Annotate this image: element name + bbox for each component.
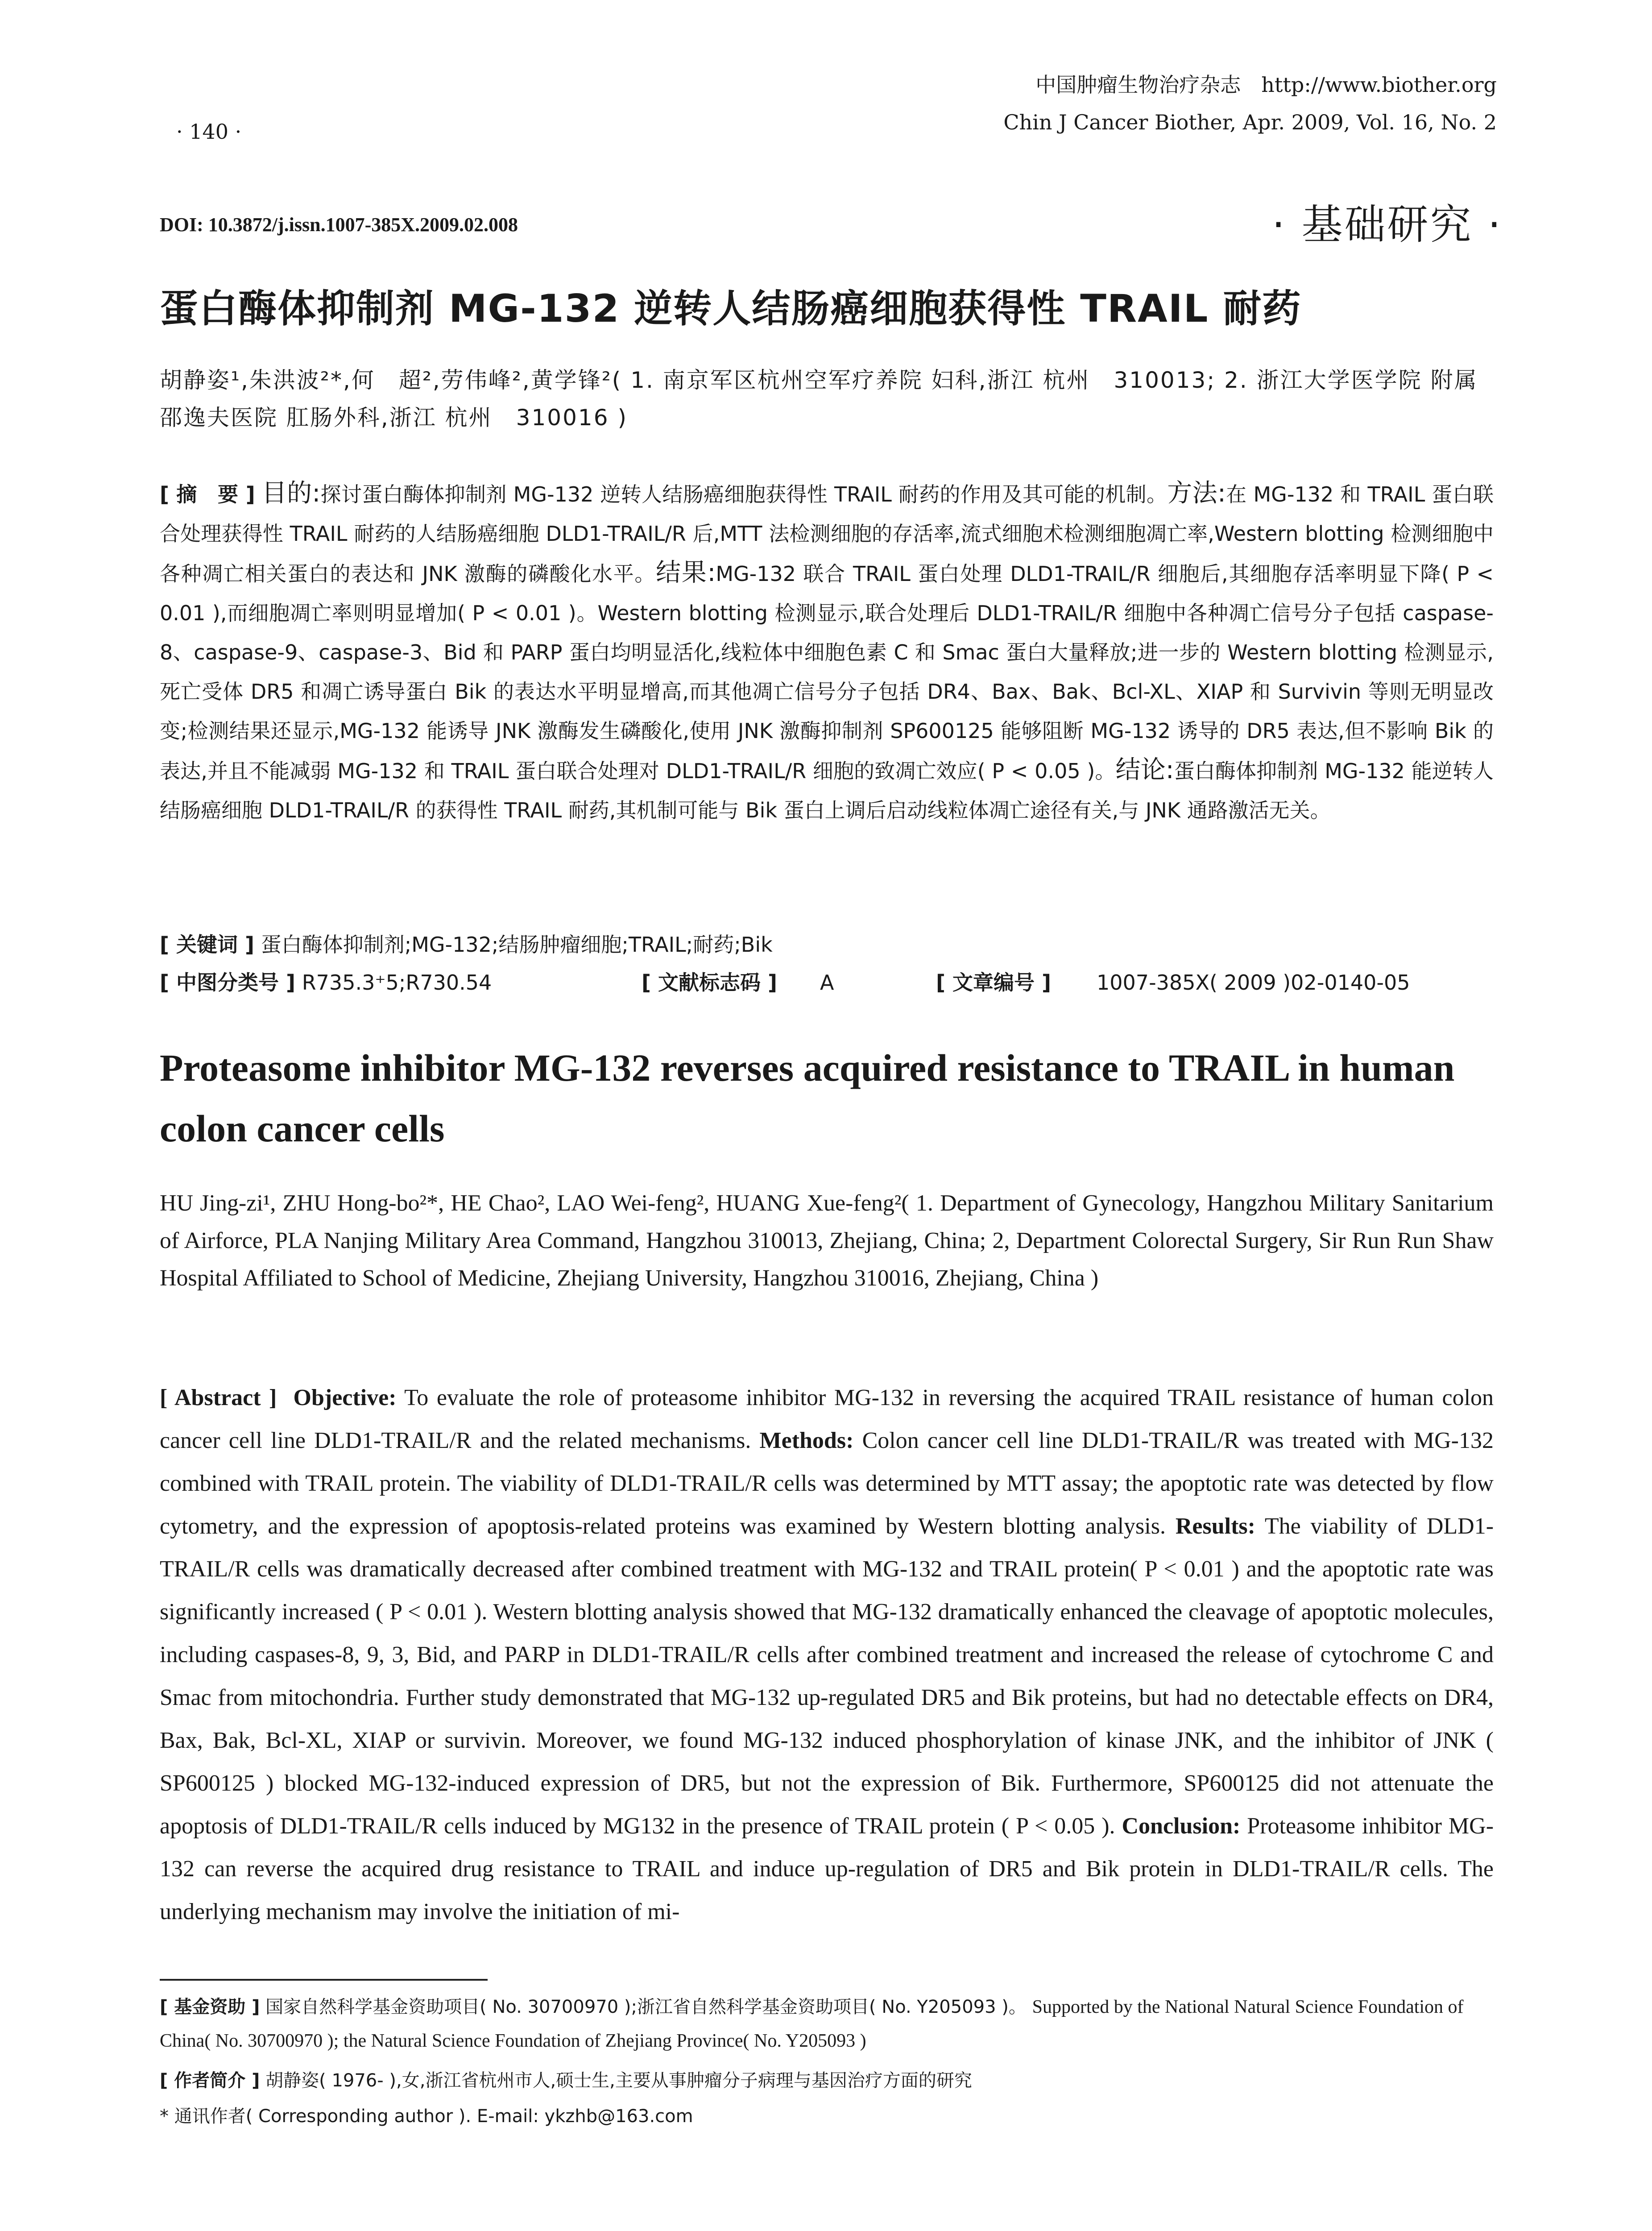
english-abstract [160, 1377, 1494, 1933]
chinese-abstract [160, 474, 1494, 830]
chinese-authors-affiliations: 胡静姿¹,朱洪波²*,何 超²,劳伟峰²,黄学锋²( 1. 南京军区杭州空军疗养院 妇科,浙江 杭州 310013; 2. 浙江大学医学院 附属邵逸夫医院 肛肠外科,浙江 杭州 310016 ) [160, 367, 1478, 431]
author-bio-label: [ 作者简介 ] [160, 2070, 260, 2091]
keywords-label: [ 关键词 ] [160, 933, 255, 957]
classification-line [160, 964, 1494, 1001]
funding-en: Supported by the National Natural Science Foundation of China( No. 30700970 ); the Natural Science Foundation of Zhejiang Province( No. Y205093 ) [160, 1997, 1464, 2051]
results-label-en: Results: [1175, 1514, 1255, 1539]
results-text: MG-132 联合 TRAIL 蛋白处理 DLD1-TRAIL/R 细胞后,其细胞存活率明显下降( P < 0.01 ),而细胞凋亡率则明显增加( P < 0.01 )。Western blotting 检测显示,联合处理后 DLD1-TRAIL/R 细胞中各种凋亡信号分子包括 caspase-8、caspase-9、caspase-3、Bid 和 PARP 蛋白均明显活化,线粒体中细胞色素 C 和 Smac 蛋白大量释放;进一步的 Western blotting 检测显示,死亡受体 DR5 和凋亡诱导蛋白 Bik 的表达水平明显增高,而其他凋亡信号分子包括 DR4、Bax、Bak、Bcl-XL、XIAP 和 Survivin 等则无明显改变;检测结果还显示,MG-132 能诱导 JNK 激酶发生磷酸化,使用 JNK 激酶抑制剂 SP600125 能够阻断 MG-132 诱导的 DR5 表达,但不影响 Bik 的表达,并且不能减弱 MG-132 和 TRAIL 蛋白联合处理对 DLD1-TRAIL/R 细胞的致凋亡效应( P < 0.05 )。 [160, 562, 1494, 783]
journal-name-cn: 中国肿瘤生物治疗杂志 http://www.biother.org [1035, 73, 1497, 97]
doc-code: A [820, 970, 834, 995]
methods-text: 在 MG-132 和 TRAIL 蛋白联合处理获得性 TRAIL 耐药的人结肠癌细胞 DLD1-TRAIL/R 后,MTT 法检测细胞的存活率,流式细胞术检测细胞凋亡率,Western blotting 检测细胞中各种凋亡相关蛋白的表达和 JNK 激酶的磷酸化水平。 [160, 482, 1494, 586]
abstract-label: [ 摘 要 ] [160, 482, 255, 506]
results-text-en: The viability of DLD1-TRAIL/R cells was dramatically decreased after combined treatment with MG-132 and TRAIL protein( P < 0.01 ) and the apoptotic rate was significantly increased ( P < 0.01 ). Western blotting analysis showed that MG-132 dramatically enhanced the cleavage of apoptotic molecules, including caspases-8, 9, 3, Bid, and PARP in DLD1-TRAIL/R cells after combined treatment and increased the release of cytochrome C and Smac from mitochondria. Further study demonstrated that MG-132 up-regulated DR5 and Bik proteins, but had no detectable effects on DR4, Bax, Bak, Bcl-XL, XIAP or survivin. Moreover, we found MG-132 induced phosphorylation of kinase JNK, and the inhibitor of JNK ( SP600125 ) blocked MG-132-induced expression of DR5, but not the expression of Bik. Furthermore, SP600125 did not attenuate the apoptosis of DLD1-TRAIL/R cells induced by MG132 in the presence of TRAIL protein ( P < 0.05 ). [160, 1514, 1494, 1839]
methods-label: 方法: [1167, 479, 1226, 508]
abstract-label-en: [ Abstract ] [160, 1385, 277, 1410]
doc-code-label: [ 文献标志码 ] [642, 970, 778, 995]
results-label: 结果: [656, 558, 716, 587]
objective-text-en: To evaluate the role of proteasome inhibitor MG-132 in reversing the acquired TRAIL resistance of human colon cancer cell line DLD1-TRAIL/R and the related mechanisms. [160, 1385, 1494, 1453]
article-number: 1007-385X( 2009 )02-0140-05 [1097, 970, 1410, 995]
article-number-label: [ 文章编号 ] [936, 970, 1052, 995]
clc-number: R735.3⁺5;R730.54 [302, 970, 492, 995]
clc-label: [ 中图分类号 ] [160, 970, 296, 995]
section-label: · 基础研究 · [1272, 201, 1503, 249]
footnote-divider [160, 1979, 488, 1981]
running-header [1003, 66, 1497, 141]
objective-label: 目的: [261, 479, 321, 508]
journal-citation-en: Chin J Cancer Biother, Apr. 2009, Vol. 16, No. 2 [1003, 110, 1497, 134]
conclusion-label-en: Conclusion: [1122, 1813, 1241, 1839]
doi: DOI: 10.3872/j.issn.1007-385X.2009.02.008 [160, 214, 518, 236]
funding-cn: 国家自然科学基金资助项目( No. 30700970 );浙江省自然科学基金资助项目( No. Y205093 )。 [265, 1997, 1027, 2017]
corresponding-author-footnote: * 通讯作者( Corresponding author ). E-mail: ykzhb@163.com [160, 2106, 693, 2127]
author-bio: 胡静姿( 1976- ),女,浙江省杭州市人,硕士生,主要从事肿瘤分子病理与基因治疗方面的研究 [265, 2070, 972, 2091]
funding-label: [ 基金资助 ] [160, 1997, 260, 2017]
conclusion-text-en: Proteasome inhibitor MG-132 can reverse the acquired drug resistance to TRAIL and induce up-regulation of DR5 and Bik protein in DLD1-TRAIL/R cells. The underlying mechanism may involve the initiation of mi- [160, 1813, 1494, 1924]
conclusion-text: 蛋白酶体抑制剂 MG-132 能逆转人结肠癌细胞 DLD1-TRAIL/R 的获得性 TRAIL 耐药,其机制可能与 Bik 蛋白上调后启动线粒体凋亡途径有关,与 JNK 通路激活无关。 [160, 759, 1494, 822]
keywords-line [160, 926, 1494, 963]
objective-text: 探讨蛋白酶体抑制剂 MG-132 逆转人结肠癌细胞获得性 TRAIL 耐药的作用及其可能的机制。 [320, 482, 1168, 506]
conclusion-label: 结论: [1115, 755, 1174, 784]
funding-footnote [160, 1990, 1494, 2058]
page-number: · 140 · [176, 120, 242, 144]
english-authors-affiliations: HU Jing-zi¹, ZHU Hong-bo²*, HE Chao², LAO Wei-feng², HUANG Xue-feng²( 1. Department of Gynecology, Hangzhou Military Sanitarium of Airforce, PLA Nanjing Military Area Command, Hangzhou 310013, Zhejiang, China; 2, Department Colorectal Surgery, Sir Run Run Shaw Hospital Affiliated to School of Medicine, Zhejiang University, Hangzhou 310016, Zhejiang, China ) [160, 1190, 1494, 1291]
chinese-title: 蛋白酶体抑制剂 MG-132 逆转人结肠癌细胞获得性 TRAIL 耐药 [160, 286, 1302, 331]
keywords: 蛋白酶体抑制剂;MG-132;结肠肿瘤细胞;TRAIL;耐药;Bik [261, 933, 773, 957]
methods-text-en: Colon cancer cell line DLD1-TRAIL/R was treated with MG-132 combined with TRAIL protein. The viability of DLD1-TRAIL/R cells was determined by MTT assay; the apoptotic rate was detected by flow cytometry, and the expression of apoptosis-related proteins was examined by Western blotting analysis. [160, 1428, 1494, 1539]
english-title: Proteasome inhibitor MG-132 reverses acquired resistance to TRAIL in human colon cancer cells [160, 1046, 1455, 1150]
methods-label-en: Methods: [759, 1428, 854, 1453]
author-bio-footnote [160, 2064, 1494, 2098]
objective-label-en: Objective: [293, 1385, 397, 1410]
